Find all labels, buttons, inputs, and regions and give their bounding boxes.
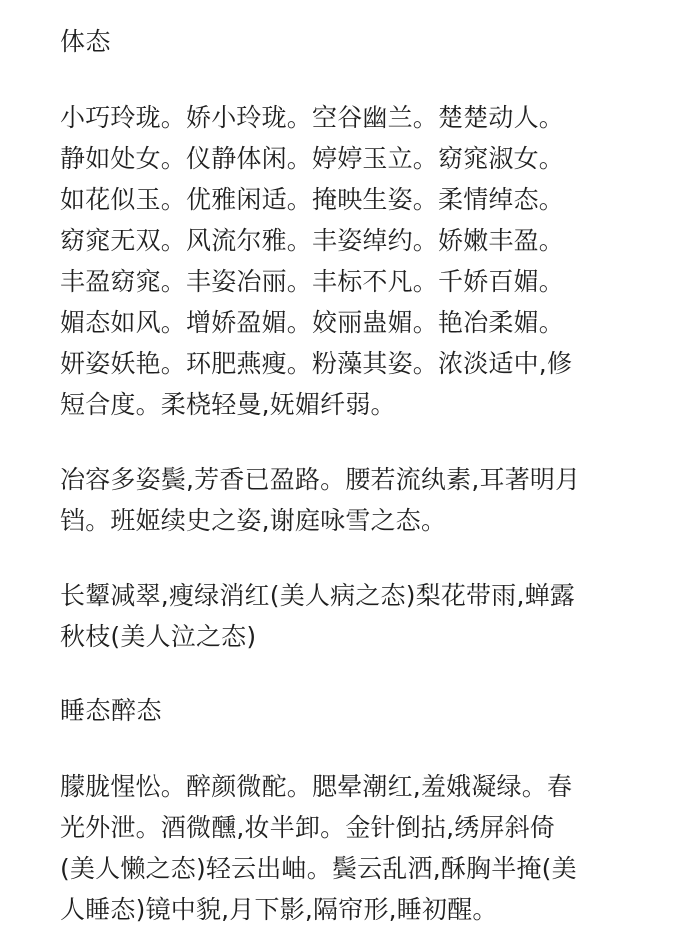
paragraph-posture-terms [60, 97, 644, 425]
paragraph-posture-verse [60, 459, 644, 541]
text-line: 妍姿妖艳。环肥燕瘦。粉藻其姿。浓淡适中,修 [60, 349, 573, 378]
text-line: 窈窕无双。风流尔雅。丰姿绰约。娇嫩丰盈。 [60, 226, 565, 255]
text-line: 长颦减翠,瘦绿消红(美人病之态)梨花带雨,蝉露 [60, 581, 576, 610]
paragraph-sleep-drunk-terms [60, 766, 644, 930]
section-heading-sleep-drunk: 睡态醉态 [60, 696, 163, 725]
text-line: 秋枝(美人泣之态) [60, 622, 257, 651]
spacer [60, 731, 644, 766]
text-line: 光外泄。酒微醺,妆半卸。金针倒拈,绣屏斜倚 [60, 813, 556, 842]
text-line: (美人懒之态)轻云出岫。鬓云乱洒,酥胸半掩(美 [60, 854, 577, 883]
text-line: 小巧玲珑。娇小玲珑。空谷幽兰。楚楚动人。 [60, 103, 565, 132]
text-line: 冶容多姿鬓,芳香已盈路。腰若流纨素,耳著明月 [60, 465, 581, 494]
spacer [60, 62, 644, 97]
text-line: 如花似玉。优雅闲适。掩映生姿。柔情绰态。 [60, 185, 565, 214]
text-line: 静如处女。仪静体闲。婷婷玉立。窈窕淑女。 [60, 144, 565, 173]
section-heading-posture: 体态 [60, 27, 112, 56]
spacer [60, 657, 644, 691]
text-line: 朦胧惺忪。醉颜微酡。腮晕潮红,羞娥凝绿。春 [60, 772, 573, 801]
text-line: 丰盈窈窕。丰姿冶丽。丰标不凡。千娇百媚。 [60, 267, 565, 296]
text-line: 短合度。柔桡轻曼,妩媚纤弱。 [60, 390, 396, 419]
text-line: 媚态如风。增娇盈媚。姣丽蛊媚。艳冶柔媚。 [60, 308, 565, 337]
spacer [60, 425, 644, 459]
paragraph-sick-weeping [60, 575, 644, 657]
text-line: 人睡态)镜中貌,月下影,隔帘形,睡初醒。 [60, 895, 498, 924]
spacer [60, 541, 644, 575]
text-line: 铛。班姬续史之姿,谢庭咏雪之态。 [60, 506, 447, 535]
